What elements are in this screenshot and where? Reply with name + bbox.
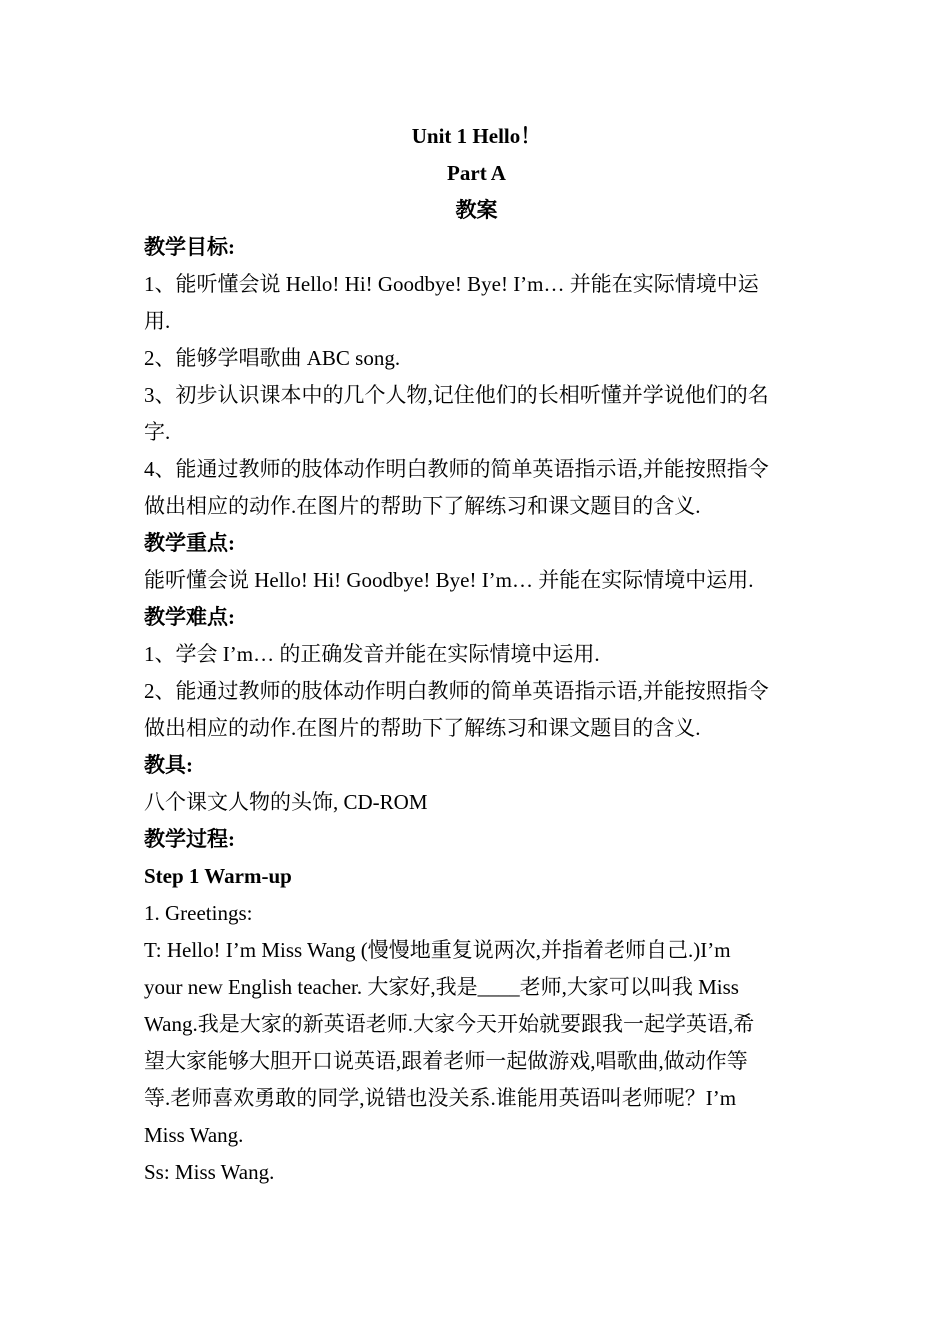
doc-title-part: Part A [447,161,506,185]
difficulty-line: 1、学会 I’m… 的正确发音并能在实际情境中运用. [144,642,600,666]
objective-line: 1、能听懂会说 Hello! Hi! Goodbye! Bye! I’m… 并能在实际情境中运 [144,272,759,296]
objective-line: 字. [144,420,171,444]
key-point-line: 能听懂会说 Hello! Hi! Goodbye! Bye! I’m… 并能在实际情境中运用. [144,568,754,592]
process-line: Ss: Miss Wang. [144,1160,275,1184]
objective-line: 4、能通过教师的肢体动作明白教师的简单英语指示语,并能按照指令 [144,457,769,481]
process-line: your new English teacher. 大家好,我是____老师,大家可以叫我 Miss [144,975,739,999]
process-line: Wang.我是大家的新英语老师.大家今天开始就要跟我一起学英语,希 [144,1012,755,1036]
difficulties-heading: 教学难点: [144,605,235,629]
key-points-heading: 教学重点: [144,531,235,555]
process-heading: 教学过程: [144,827,235,851]
doc-title-lesson-plan: 教案 [455,198,498,222]
materials-heading: 教具: [144,753,193,777]
objectives-heading: 教学目标: [144,235,235,259]
objective-line: 3、初步认识课本中的几个人物,记住他们的长相听懂并学说他们的名 [144,383,769,407]
process-line: 等.老师喜欢勇敢的同学,说错也没关系.谁能用英语叫老师呢？I’m [144,1086,737,1110]
difficulty-line: 做出相应的动作.在图片的帮助下了解练习和课文题目的含义. [144,716,701,740]
doc-title-unit: Unit 1 Hello！ [411,124,542,148]
process-line: T: Hello! I’m Miss Wang (慢慢地重复说两次,并指着老师自己.)I’m [144,938,731,962]
step-heading: Step 1 Warm-up [144,864,292,888]
process-line: 望大家能够大胆开口说英语,跟着老师一起做游戏,唱歌曲,做动作等 [144,1049,748,1073]
difficulty-line: 2、能通过教师的肢体动作明白教师的简单英语指示语,并能按照指令 [144,679,769,703]
objective-line: 做出相应的动作.在图片的帮助下了解练习和课文题目的含义. [144,494,701,518]
document-page [144,118,809,1191]
materials-line: 八个课文人物的头饰, CD-ROM [144,790,428,814]
objective-line: 用. [144,309,171,333]
process-line: 1. Greetings: [144,901,253,925]
objective-line: 2、能够学唱歌曲 ABC song. [144,346,401,370]
process-line: Miss Wang. [144,1123,244,1147]
